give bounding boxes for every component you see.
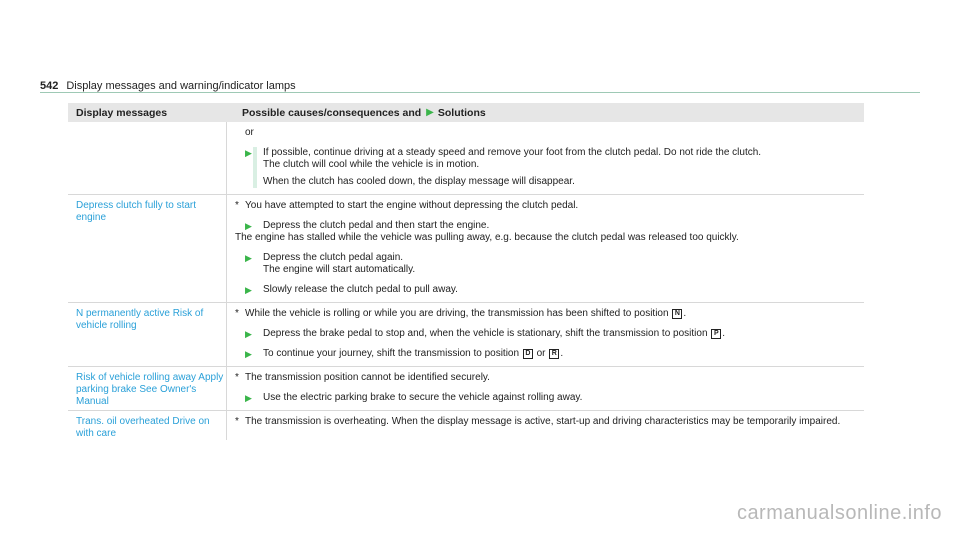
col-header-causes: [235, 107, 486, 119]
message-cell: [68, 122, 227, 194]
solution-cell: [227, 367, 864, 410]
solution-step: [245, 220, 864, 232]
gear-n-symbol: N: [672, 309, 682, 319]
arrow-right-icon: ▶: [245, 285, 252, 295]
or-text: or: [536, 348, 546, 359]
cause-item: [235, 372, 864, 384]
solution-step: [245, 252, 864, 276]
arrow-right-icon: ▶: [245, 253, 252, 263]
solution-cell: [227, 195, 864, 302]
arrow-right-icon: ▶: [245, 148, 252, 158]
bullet: *: [235, 416, 239, 427]
gear-r-symbol: R: [549, 349, 559, 359]
arrow-right-icon: ▶: [245, 349, 252, 359]
table-row: [68, 411, 864, 440]
arrow-right-icon: ▶: [426, 107, 434, 118]
solution-step: [245, 284, 864, 296]
result-text: The engine has stalled while the vehicle was pulling away, e.g. because the clutch pedal was released too quickly.: [235, 232, 739, 243]
or-text: or: [245, 127, 254, 138]
message-cell: [68, 303, 227, 366]
page-title: Display messages and warning/indicator lamps: [66, 80, 296, 92]
step-text: Slowly release the clutch pedal to pull away.: [263, 284, 458, 295]
table-row: [68, 122, 864, 195]
result-text: The clutch will cool while the vehicle is in motion.: [263, 159, 480, 170]
cause-text: You have attempted to start the engine without depressing the clutch pedal.: [245, 200, 579, 211]
cause-text: The transmission position cannot be identified securely.: [245, 372, 490, 383]
page-number: 542: [40, 80, 59, 92]
cause-item: * While the vehicle is rolling or while you are driving, the transmission has been shifted to position N .: [235, 308, 687, 319]
arrow-right-icon: ▶: [245, 221, 252, 231]
step-text: Depress the brake pedal to stop and, when the vehicle is stationary, shift the transmission to position: [263, 328, 708, 339]
display-message: Depress clutch fully to start engine: [76, 200, 197, 223]
cause-item: [235, 200, 864, 212]
display-message: Risk of vehicle rolling away Apply parking brake See Owner's Manual: [76, 372, 224, 407]
col-header-messages: Display messages: [76, 106, 168, 119]
display-message: N permanently active Risk of vehicle rolling: [76, 308, 204, 331]
gear-p-symbol: P: [711, 329, 721, 339]
cause-text: The transmission is overheating. When the display message is active, start-up and driving characteristics may be temporarily impaired.: [245, 416, 841, 427]
col-header-causes-text: Possible causes/consequences and: [242, 106, 422, 119]
solution-cell: [227, 303, 864, 366]
solution-cell: [227, 411, 864, 440]
arrow-right-icon: ▶: [245, 393, 252, 403]
table-row: [68, 303, 864, 367]
message-cell: [68, 195, 227, 302]
watermark: carmanualsonline.info: [736, 502, 942, 524]
cause-item: [235, 416, 864, 428]
bullet: *: [235, 200, 239, 211]
table-row: [68, 367, 864, 411]
step-text: Depress the clutch pedal again.: [263, 252, 404, 263]
header-divider: [40, 92, 920, 93]
col-header-solutions-text: Solutions: [437, 106, 486, 119]
step-text: Use the electric parking brake to secure the vehicle against rolling away.: [263, 392, 583, 403]
step-text: Depress the clutch pedal and then start the engine.: [263, 220, 490, 231]
step-text: To continue your journey, shift the transmission to position: [263, 348, 520, 359]
solution-step: [245, 147, 864, 188]
solution-step: ▶ To continue your journey, shift the transmission to position D or R .: [245, 348, 564, 359]
bullet: *: [235, 372, 239, 383]
solution-step: ▶ Depress the brake pedal to stop and, when the vehicle is stationary, shift the transmission to position P .: [245, 328, 726, 339]
solution-cell: [227, 122, 864, 194]
messages-table: [68, 103, 864, 440]
result-text: When the clutch has cooled down, the display message will disappear.: [263, 176, 575, 187]
solution-step: [245, 392, 864, 404]
table-row: [68, 195, 864, 303]
result-text: The engine will start automatically.: [263, 264, 416, 275]
message-cell: [68, 411, 227, 440]
table-header: [68, 103, 864, 122]
bullet: *: [235, 308, 239, 319]
cause-text: While the vehicle is rolling or while you are driving, the transmission has been shifted to position: [245, 308, 669, 319]
gear-d-symbol: D: [523, 349, 533, 359]
display-message: Trans. oil overheated Drive on with care: [76, 416, 210, 439]
message-cell: [68, 367, 227, 410]
page-header: [40, 76, 920, 92]
step-text: If possible, continue driving at a steady speed and remove your foot from the clutch pedal. Do not ride the clutch.: [263, 147, 762, 158]
arrow-right-icon: ▶: [245, 329, 252, 339]
